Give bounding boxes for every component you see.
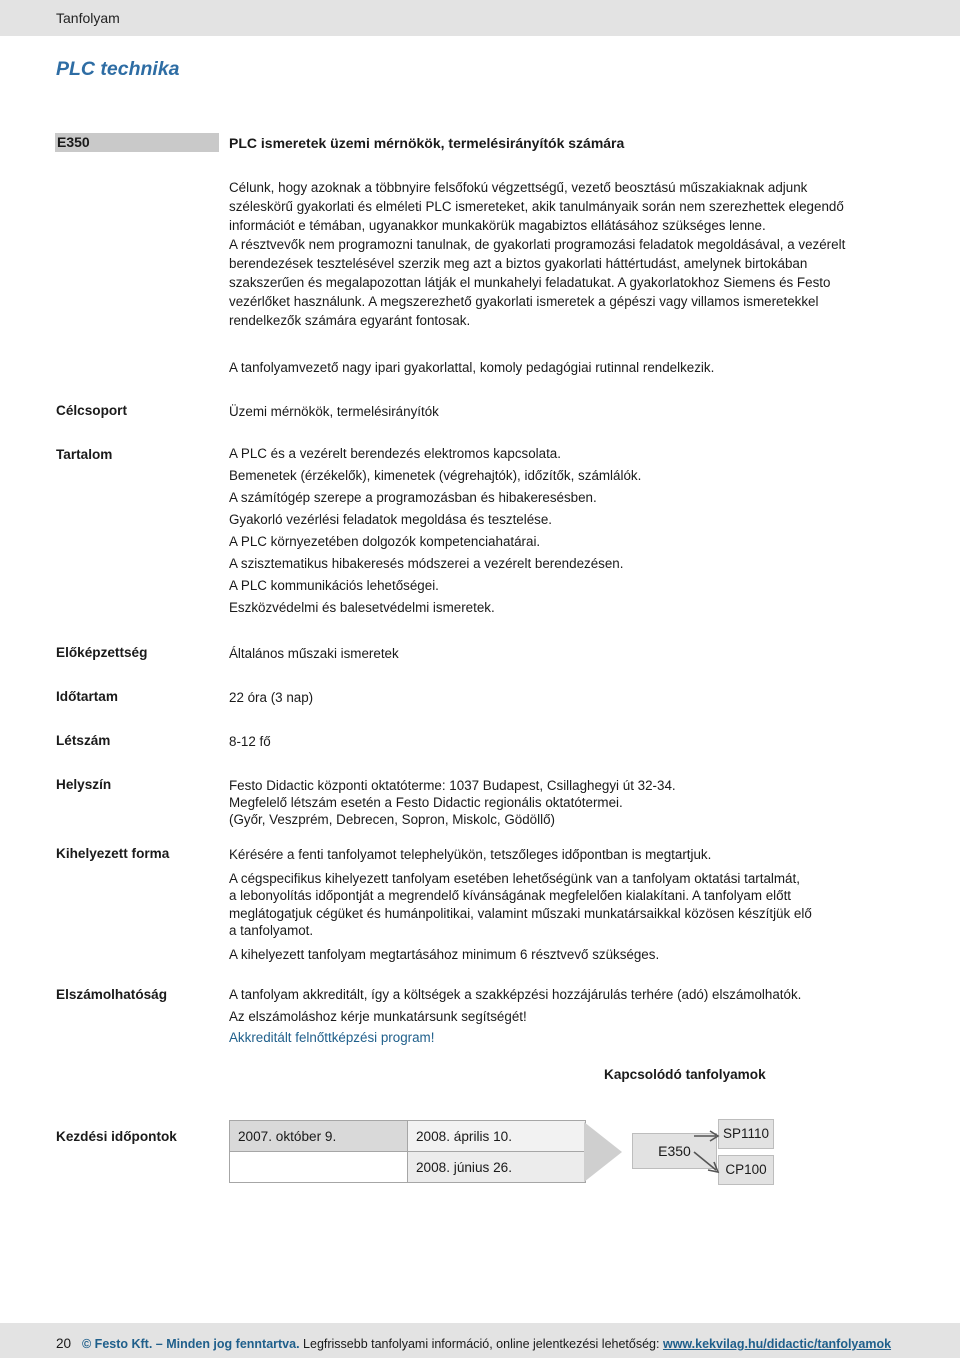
intro-line: rendelkezők számára egyaránt fontosak. [229,313,471,328]
label-celcsoport: Célcsoport [56,403,128,418]
label-elszamolhatosag: Elszámolhatóság [56,987,168,1002]
section-title: PLC technika [56,58,180,80]
list-item: Gyakorló vezérlési feladatok megoldása és tesztelése. [229,512,553,527]
intro-line: szakszerűen és megalapozottan látják el munkahelyi feladatukat. A gyakorlatokhoz Siemens és Festo [229,275,831,290]
intro-line: A résztvevők nem programozni tanulnak, de gyakorlati programozási feladatok megoldásával, a vezérelt [229,237,846,252]
branch-arrows-icon [690,1118,730,1188]
label-letszam: Létszám [56,733,111,748]
related-courses-title: Kapcsolódó tanfolyamok [604,1067,766,1082]
value-letszam: 8-12 fő [229,734,271,749]
value-celcsoport: Üzemi mérnökök, termelésirányítók [229,404,439,419]
footer-copyright: © Festo Kft. – Minden jog fenntartva. [82,1337,300,1351]
header-tag: Tanfolyam [56,10,120,26]
list-item: A PLC és a vezérelt berendezés elektromos kapcsolata. [229,446,561,461]
label-elokepzettseg: Előképzettség [56,645,148,660]
date-cell [230,1152,408,1183]
value-kihelyezett-1: Kérésére a fenti tanfolyamot telephelyükön, tetszőleges időpontban is megtartjuk. [229,847,712,862]
value-kihelyezett-4: meglátogatjuk cégüket és humánpolitikai, valamint műszaki munkatársaikkal közösen készítjük elő [229,906,812,921]
value-kihelyezett-6: A kihelyezett tanfolyam megtartásához minimum 6 résztvevő szükséges. [229,947,660,962]
instructor-note: A tanfolyamvezető nagy ipari gyakorlattal, komoly pedagógiai rutinnal rendelkezik. [229,360,715,375]
value-kihelyezett-3: a lebonyolítás időpontját a megrendelő kívánságának megfelelően kialakítani. A tanfolyam előtt [229,888,792,903]
value-elszamolhatosag-1: A tanfolyam akkreditált, így a költségek a szakképzési hozzájárulás terhére (adó) elszámolhatók. [229,987,802,1002]
list-item: A szisztematikus hibakeresés módszerei a vezérelt berendezésen. [229,556,624,571]
value-helyszin-2: Megfelelő létszám esetén a Festo Didactic regionális oktatótermei. [229,795,623,810]
value-kihelyezett-5: a tanfolyamot. [229,923,314,938]
label-tartalom: Tartalom [56,447,113,462]
value-elokepzettseg: Általános műszaki ismeretek [229,646,399,661]
date-cell: 2008. április 10. [408,1121,586,1152]
intro-line: széleskörű gyakorlati és elméleti PLC ismereteket, akik tanulmányaik során nem szerezhettek elegendő [229,199,844,214]
list-item: A PLC környezetében dolgozók kompetenciahatárai. [229,534,541,549]
label-kihelyezett: Kihelyezett forma [56,846,170,861]
accreditation-note: Akkreditált felnőttképzési program! [229,1030,435,1045]
course-node-cp100[interactable]: CP100 [718,1155,774,1185]
footer-info: Legfrissebb tanfolyami információ, online jelentkezési lehetőség: [299,1337,663,1351]
course-code: E350 [55,133,219,152]
header-bar [0,0,960,36]
footer-bar [0,1323,960,1358]
value-kihelyezett-2: A cégspecifikus kihelyezett tanfolyam esetében lehetőségünk van a tanfolyam oktatási tartalmát, [229,871,800,886]
arrow-right-icon [584,1122,622,1182]
value-helyszin-3: (Győr, Veszprém, Debrecen, Sopron, Miskolc, Gödöllő) [229,812,555,827]
footer-link[interactable]: www.kekvilag.hu/didactic/tanfolyamok [662,1337,892,1351]
value-helyszin-1: Festo Didactic központi oktatóterme: 1037 Budapest, Csillaghegyi út 32-34. [229,778,676,793]
intro-line: berendezések tesztelésével szerzik meg azt a biztos gyakorlati háttértudást, amelynek birtokában [229,256,808,271]
list-item: A számítógép szerepe a programozásban és hibakeresésben. [229,490,597,505]
course-node-current[interactable]: E350 [632,1133,717,1169]
page-number: 20 [56,1336,72,1351]
list-item: Eszközvédelmi és balesetvédelmi ismeretek. [229,600,495,615]
intro-line: vezérlőket használunk. A megszerezhető gyakorlati ismeretek a gépészi vagy villamos ismeretekkel [229,294,819,309]
course-title: PLC ismeretek üzemi mérnökök, termelésirányítók számára [229,135,625,151]
label-helyszin: Helyszín [56,777,112,792]
list-item: Bemenetek (érzékelők), kimenetek (végrehajtók), időzítők, számlálók. [229,468,642,483]
footer-text [82,1337,891,1351]
value-idotartam: 22 óra (3 nap) [229,690,314,705]
list-item: A PLC kommunikációs lehetőségei. [229,578,439,593]
course-node-sp1110[interactable]: SP1110 [718,1119,774,1149]
date-cell: 2007. október 9. [230,1121,408,1152]
intro-line: Célunk, hogy azoknak a többnyire felsőfokú végzettségű, vezető beosztású műszakiaknak adjunk [229,180,808,195]
start-dates-table [229,1120,586,1183]
content-list [229,443,641,619]
date-cell: 2008. június 26. [408,1152,586,1183]
label-kezdesi-idopontok: Kezdési időpontok [56,1129,177,1144]
intro-line: információt e témában, ugyanakkor munkakörük magabiztos ellátásához szükséges lenne. [229,218,766,233]
value-elszamolhatosag-2: Az elszámoláshoz kérje munkatársunk segítségét! [229,1009,527,1024]
label-idotartam: Időtartam [56,689,118,704]
